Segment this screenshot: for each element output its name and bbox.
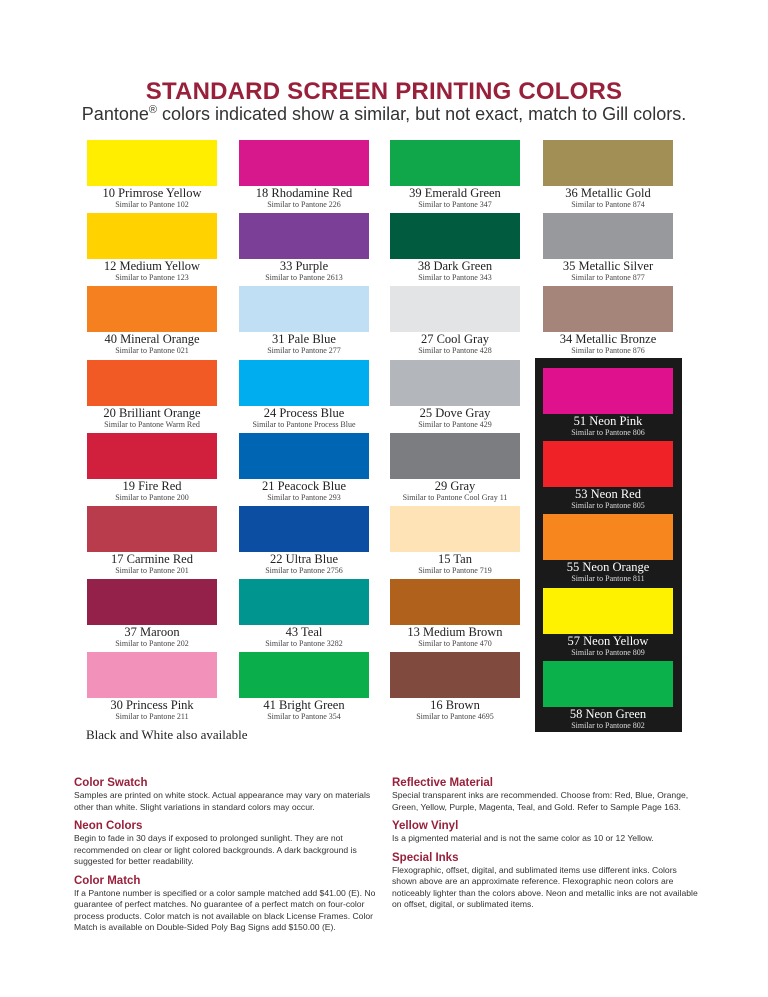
color-name: 12 Medium Yellow: [103, 259, 201, 273]
pantone-match: Similar to Pantone 347: [418, 200, 492, 209]
swatch-21-peacock-blue: [239, 433, 369, 479]
swatch-43-teal: [239, 579, 369, 625]
color-label: [533, 708, 683, 730]
note-body: Begin to fade in 30 days if exposed to prolonged sunlight. They are not recommended on clear or light colored backgrounds. A dark background is suggested for better readability.: [74, 833, 357, 866]
color-name: 40 Mineral Orange: [104, 332, 200, 346]
pantone-match: Similar to Pantone 3282: [265, 639, 343, 648]
color-name: 58 Neon Green: [569, 707, 647, 721]
swatch-36-metallic-gold: [543, 140, 673, 186]
color-name: 36 Metallic Gold: [565, 186, 651, 200]
color-name: 57 Neon Yellow: [567, 634, 649, 648]
color-name: 25 Dove Gray: [419, 406, 491, 420]
swatch-39-emerald-green: [390, 140, 520, 186]
color-name: 51 Neon Pink: [573, 414, 643, 428]
color-label: [77, 553, 227, 575]
swatch-38-dark-green: [390, 213, 520, 259]
note-body: Flexographic, offset, digital, and sublimated items use different inks. Colors shown above are an approximate reference. Flexographic neon colors are noticeably lighter than the colors above. Neon and metallic inks are not available on offset, digital, or sublimated items.: [392, 864, 698, 909]
color-label: [533, 187, 683, 209]
color-label: [229, 260, 379, 282]
pantone-match: Similar to Pantone 2613: [265, 273, 343, 282]
swatch-19-fire-red: [87, 433, 217, 479]
color-label: [77, 187, 227, 209]
color-label: [533, 561, 683, 583]
pantone-match: Similar to Pantone 874: [571, 200, 645, 209]
swatch-12-medium-yellow: [87, 213, 217, 259]
note-special-inks: [392, 851, 702, 911]
page-subtitle: [0, 104, 768, 125]
pantone-match: Similar to Pantone 277: [267, 346, 341, 355]
color-label: [380, 187, 530, 209]
color-label: [229, 333, 379, 355]
color-label: [380, 407, 530, 429]
swatch-27-cool-gray: [390, 286, 520, 332]
note-yellow-vinyl: [392, 819, 702, 845]
color-label: [380, 699, 530, 721]
pantone-match: Similar to Pantone 102: [115, 200, 189, 209]
pantone-match: Similar to Pantone 877: [571, 273, 645, 282]
note-title: Reflective Material: [392, 777, 493, 789]
swatch-31-pale-blue: [239, 286, 369, 332]
registered-mark: ®: [148, 104, 157, 116]
swatch-57-neon-yellow: [543, 588, 673, 634]
color-name: 18 Rhodamine Red: [255, 186, 353, 200]
color-label: [533, 635, 683, 657]
pantone-match: Similar to Pantone 211: [115, 712, 189, 721]
swatch-53-neon-red: [543, 441, 673, 487]
swatch-16-brown: [390, 652, 520, 698]
color-label: [229, 480, 379, 502]
swatch-30-princess-pink: [87, 652, 217, 698]
swatch-20-brilliant-orange: [87, 360, 217, 406]
pantone-match: Similar to Pantone 293: [267, 493, 341, 502]
pantone-match: Similar to Pantone 021: [115, 346, 189, 355]
color-name: 33 Purple: [279, 259, 329, 273]
pantone-match: Similar to Pantone 428: [418, 346, 492, 355]
swatch-35-metallic-silver: [543, 213, 673, 259]
color-label: [380, 480, 530, 502]
color-name: 10 Primrose Yellow: [102, 186, 202, 200]
color-name: 13 Medium Brown: [407, 625, 503, 639]
pantone-match: Similar to Pantone 226: [267, 200, 341, 209]
color-name: 55 Neon Orange: [566, 560, 650, 574]
color-label: [77, 333, 227, 355]
pantone-match: Similar to Pantone Process Blue: [252, 420, 356, 429]
pantone-match: Similar to Pantone Cool Gray 11: [402, 493, 508, 502]
swatch-18-rhodamine-red: [239, 140, 369, 186]
color-name: 16 Brown: [430, 698, 480, 712]
swatch-25-dove-gray: [390, 360, 520, 406]
color-label: [77, 480, 227, 502]
color-label: [533, 333, 683, 355]
color-label: [229, 626, 379, 648]
note-body: Samples are printed on white stock. Actual appearance may vary on materials other than white. Slight variations in standard colors may occur.: [74, 790, 371, 812]
color-name: 20 Brilliant Orange: [103, 406, 201, 420]
color-label: [533, 415, 683, 437]
color-label: [380, 626, 530, 648]
color-name: 21 Peacock Blue: [261, 479, 346, 493]
page-title: STANDARD SCREEN PRINTING COLORS: [145, 78, 623, 105]
color-name: 41 Bright Green: [263, 698, 345, 712]
note-title: Color Swatch: [74, 777, 148, 789]
swatch-37-maroon: [87, 579, 217, 625]
note-reflective-material: [392, 776, 702, 813]
note-neon-colors: [74, 819, 384, 868]
color-name: 43 Teal: [285, 625, 323, 639]
note-title: Neon Colors: [74, 820, 143, 832]
color-name: 35 Metallic Silver: [562, 259, 654, 273]
color-label: [533, 260, 683, 282]
swatch-17-carmine-red: [87, 506, 217, 552]
pantone-match: Similar to Pantone 809: [571, 648, 645, 657]
color-name: 39 Emerald Green: [409, 186, 501, 200]
swatch-40-mineral-orange: [87, 286, 217, 332]
note-title: Special Inks: [392, 851, 459, 864]
pantone-match: Similar to Pantone 202: [115, 639, 189, 648]
color-label: [77, 260, 227, 282]
color-label: [229, 407, 379, 429]
color-name: 30 Princess Pink: [110, 698, 194, 712]
note-body: Special transparent inks are recommended. Choose from: Red, Blue, Orange, Green, Yellow, Purple, Magenta, Teal, and Gold. Refer to Sample Page 163.: [392, 790, 689, 812]
color-name: 15 Tan: [438, 552, 472, 566]
pantone-match: Similar to Pantone 201: [115, 566, 189, 575]
pantone-match: Similar to Pantone 811: [571, 574, 645, 583]
color-name: 37 Maroon: [124, 625, 180, 639]
swatch-24-process-blue: [239, 360, 369, 406]
color-name: 17 Carmine Red: [111, 552, 193, 566]
color-label: [380, 333, 530, 355]
color-label: [77, 699, 227, 721]
swatch-10-primrose-yellow: [87, 140, 217, 186]
color-name: 22 Ultra Blue: [269, 552, 339, 566]
color-name: 53 Neon Red: [575, 487, 641, 501]
pantone-match: Similar to Pantone 806: [571, 428, 645, 437]
color-name: 34 Metallic Bronze: [559, 332, 657, 346]
swatch-33-purple: [239, 213, 369, 259]
subtitle-brand: Pantone: [81, 104, 149, 124]
pantone-match: Similar to Pantone 429: [418, 420, 492, 429]
pantone-match: Similar to Pantone 805: [571, 501, 645, 510]
color-label: [229, 699, 379, 721]
swatch-15-tan: [390, 506, 520, 552]
pantone-match: Similar to Pantone 123: [115, 273, 189, 282]
pantone-match: Similar to Pantone 200: [115, 493, 189, 502]
notes-left-column: [74, 776, 384, 940]
swatch-13-medium-brown: [390, 579, 520, 625]
color-name: 38 Dark Green: [417, 259, 493, 273]
swatch-58-neon-green: [543, 661, 673, 707]
swatch-34-metallic-bronze: [543, 286, 673, 332]
pantone-match: Similar to Pantone Warm Red: [104, 420, 200, 429]
notes-right-column: [392, 776, 702, 917]
pantone-match: Similar to Pantone 876: [571, 346, 645, 355]
color-label: [229, 553, 379, 575]
color-name: 27 Cool Gray: [420, 332, 490, 346]
pantone-match: Similar to Pantone 354: [267, 712, 341, 721]
pantone-match: Similar to Pantone 2756: [265, 566, 343, 575]
swatch-29-gray: [390, 433, 520, 479]
pantone-match: Similar to Pantone 470: [418, 639, 492, 648]
color-label: [77, 626, 227, 648]
swatch-22-ultra-blue: [239, 506, 369, 552]
swatch-41-bright-green: [239, 652, 369, 698]
note-body: If a Pantone number is specified or a color sample matched add $41.00 (E). No guarantee of perfect matches. No guarantee of a perfect match on four-color process products. Color match is not available on black License Frames. Color Match is available on Double-Sided Poly Bag Signs add $150.00 (E).: [74, 887, 376, 932]
black-white-note: Black and White also available: [86, 727, 248, 742]
note-body: Is a pigmented material and is not the same color as 10 or 12 Yellow.: [392, 833, 654, 843]
color-name: 29 Gray: [434, 479, 476, 493]
color-name: 24 Process Blue: [263, 406, 345, 420]
pantone-match: Similar to Pantone 4695: [416, 712, 494, 721]
note-title: Yellow Vinyl: [392, 820, 459, 832]
swatch-55-neon-orange: [543, 514, 673, 560]
swatch-51-neon-pink: [543, 368, 673, 414]
subtitle-text: colors indicated show a similar, but not exact, match to Gill colors.: [156, 104, 687, 124]
pantone-match: Similar to Pantone 343: [418, 273, 492, 282]
note-title: Color Match: [74, 874, 141, 887]
color-label: [380, 553, 530, 575]
color-label: [380, 260, 530, 282]
color-name: 31 Pale Blue: [272, 332, 336, 346]
color-label: [77, 407, 227, 429]
color-name: 19 Fire Red: [122, 479, 182, 493]
color-label: [229, 187, 379, 209]
color-label: [533, 488, 683, 510]
pantone-match: Similar to Pantone 802: [571, 721, 645, 730]
pantone-match: Similar to Pantone 719: [418, 566, 492, 575]
note-color-match: [74, 874, 384, 934]
note-color-swatch: [74, 776, 384, 813]
